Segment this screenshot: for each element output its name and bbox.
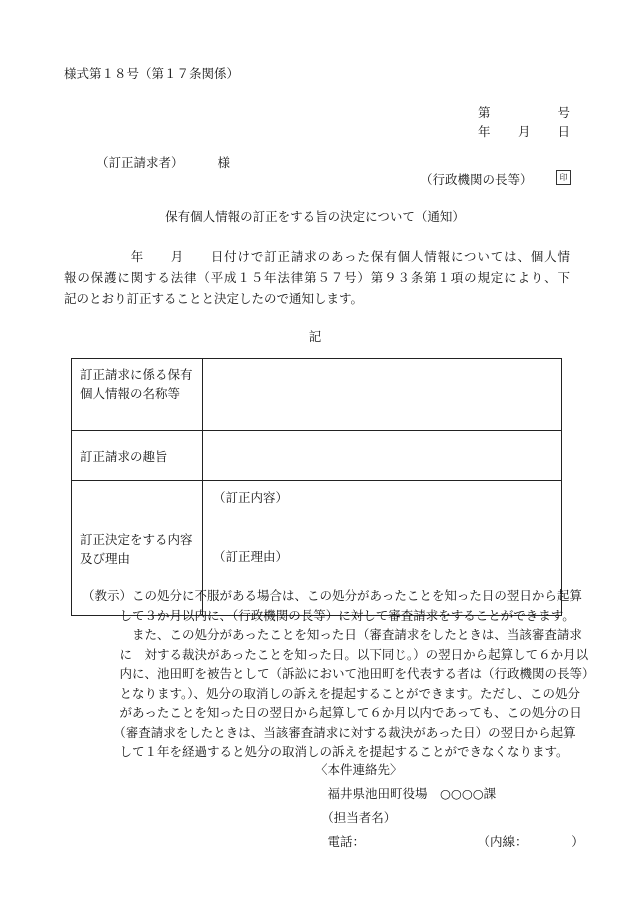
correction-reason-label: （訂正理由）	[213, 549, 289, 564]
document-title: 保有個人情報の訂正をする旨の決定について（通知）	[165, 209, 465, 224]
row-value-info-name	[203, 359, 562, 431]
date-year: 年	[478, 124, 491, 139]
seal-mark: 印	[556, 170, 571, 185]
date-month: 月	[518, 124, 531, 139]
notice-line: （教示）この処分に不服がある場合は、この処分があったことを知った日の翌日から起算	[82, 588, 582, 603]
decision-table	[71, 358, 582, 616]
table-row	[72, 431, 562, 481]
body-line: 年 月 日付けで訂正請求のあった保有個人情報については、個人情	[64, 249, 570, 264]
notice-line: に 対する裁決があったことを知った日。以下同じ。）の翌日から起算して６か月以	[82, 646, 589, 662]
notice-line: 内に、池田町を被告として（訴訟において池田町を代表する者は（行政機関の長等）	[82, 666, 595, 681]
recipient-label: （訂正請求者）	[96, 155, 184, 170]
document-number-suffix: 号	[557, 105, 570, 120]
date-day: 日	[557, 124, 570, 139]
body-line: 報の保護に関する法律（平成１５年法律第５７号）第９３条第１項の規定により、下	[64, 270, 570, 285]
ki-heading: 記	[308, 329, 322, 344]
document-date	[478, 122, 570, 142]
notice-line: して３か月以内に、（行政機関の長等）に対して審査請求をすることができます。	[82, 607, 575, 623]
contact-person: （担当者名）	[315, 810, 397, 825]
document-number-prefix: 第	[478, 105, 491, 120]
row-label-info-name: 訂正請求に係る保有個人情報の名称等	[72, 359, 203, 431]
row-label-request-purpose: 訂正請求の趣旨	[72, 431, 203, 481]
row-value-request-purpose	[203, 431, 562, 481]
notice-line: また、この処分があったことを知った日（審査請求をしたときは、当該審査請求	[82, 627, 582, 642]
instruction-notice	[82, 586, 595, 762]
notice-line: があったことを知った日の翌日から起算して６か月以内であっても、この処分の日	[82, 705, 582, 720]
contact-office: 福井県池田町役場 ○○○○課	[315, 786, 497, 801]
table-row	[72, 359, 562, 431]
contact-heading: 〈本件連絡先〉	[315, 762, 403, 777]
body-text	[64, 246, 570, 309]
recipient-honorific: 様	[217, 155, 231, 170]
notice-line: して１年を経過すると処分の取消しの訴えを提起することができなくなります。	[82, 744, 569, 759]
form-number: 様式第１８号（第１７条関係）	[64, 66, 240, 81]
row-label-decision-content: 訂正決定をする内容及び理由	[72, 481, 203, 616]
sender-label: （行政機関の長等）	[420, 172, 533, 187]
notice-line: （審査請求をしたときは、当該審査請求に対する裁決があった日）の翌日から起算	[82, 724, 576, 740]
document-number	[478, 103, 570, 123]
recipient	[96, 153, 230, 171]
contact-phone: 電話： （内線： ）	[315, 834, 584, 849]
notice-line: となります。）、処分の取消しの訴えを提起することができます。ただし、この処分	[82, 685, 581, 701]
correction-content-label: （訂正内容）	[213, 490, 289, 505]
contact-block	[315, 758, 584, 854]
body-line: 記のとおり訂正することと決定したので通知します。	[64, 291, 364, 306]
